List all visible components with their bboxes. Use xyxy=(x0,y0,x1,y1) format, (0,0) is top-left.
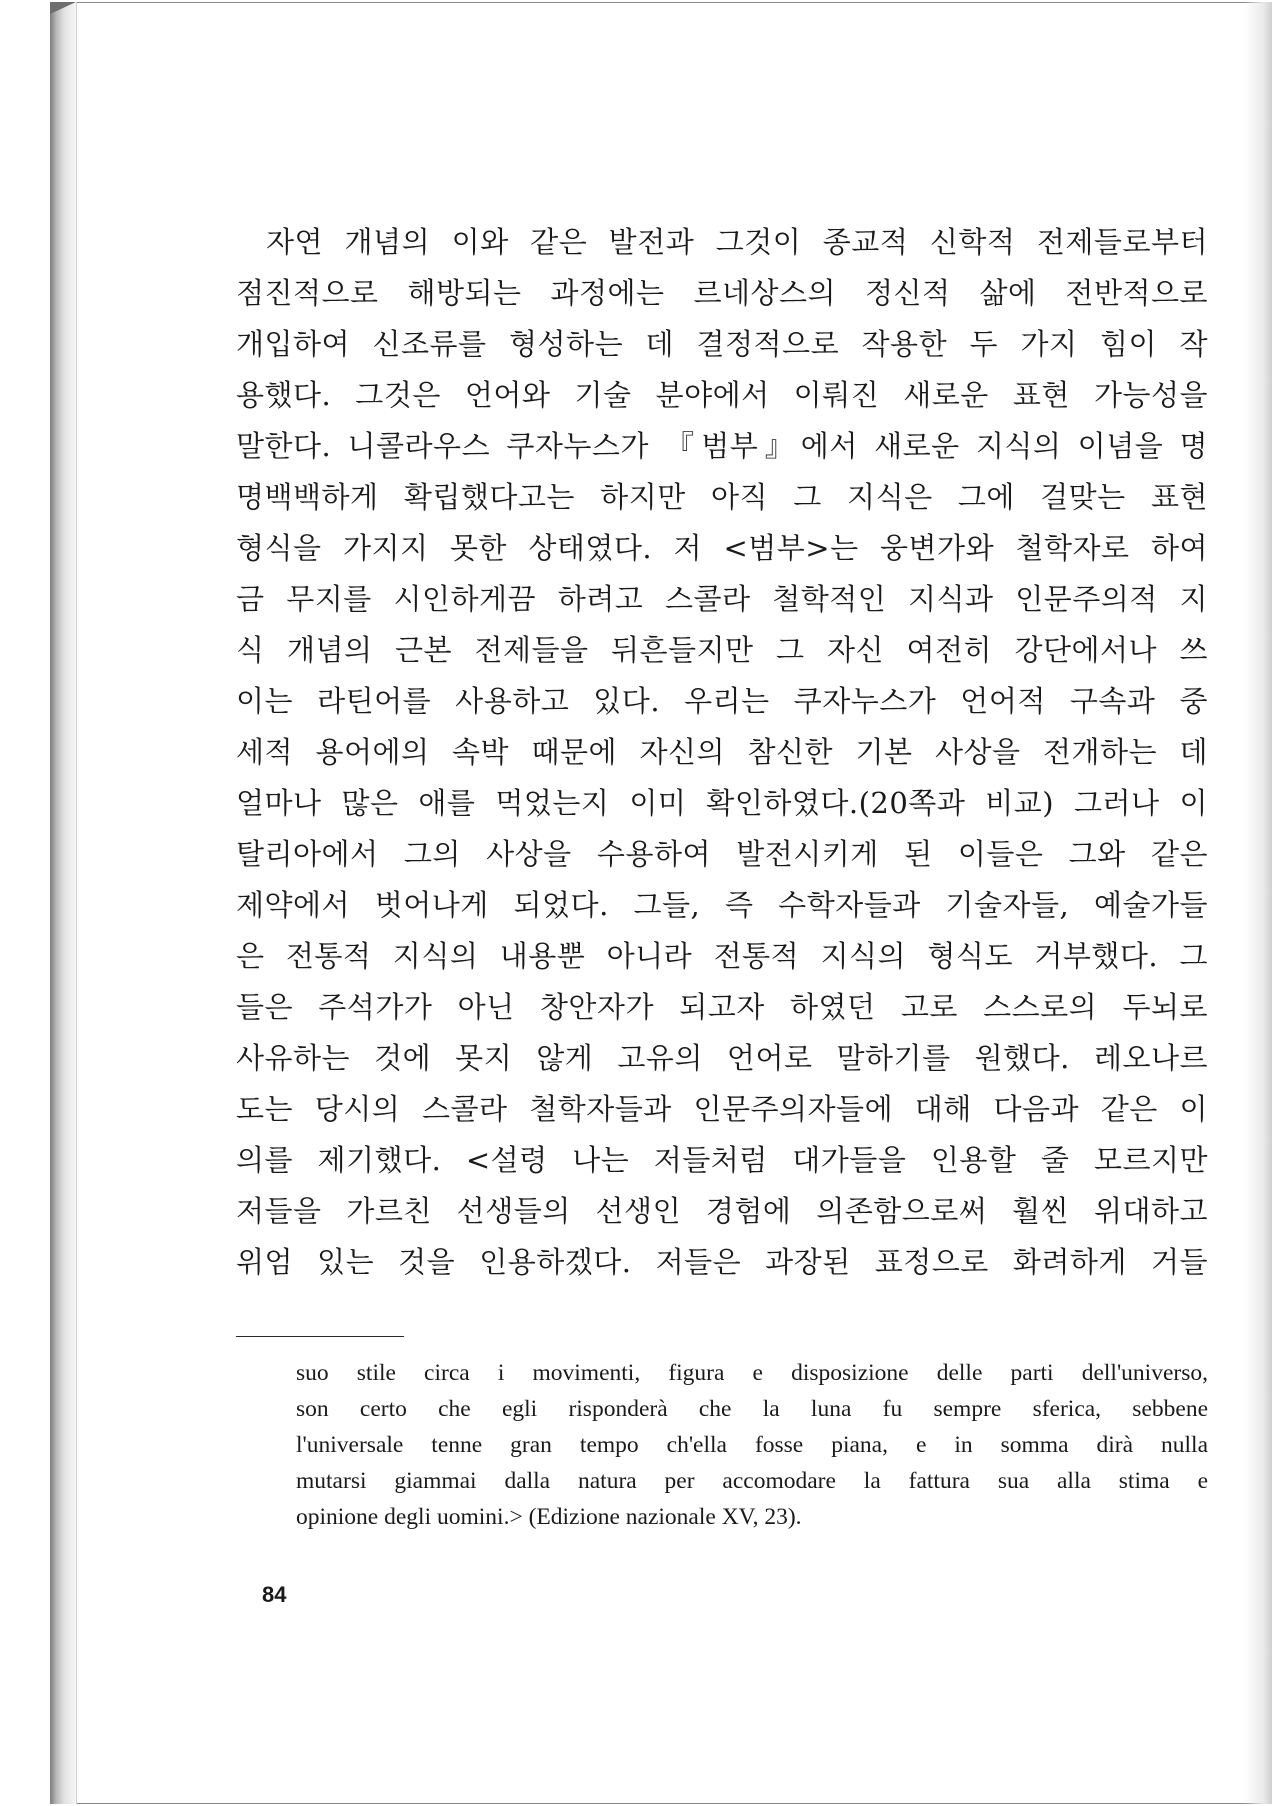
text-line: 이는 라틴어를 사용하고 있다. 우리는 쿠자누스가 언어적 구속과 중 xyxy=(236,684,1208,718)
text-line: 저들을 가르친 선생들의 선생인 경험에 의존함으로써 훨씬 위대하고 xyxy=(236,1194,1208,1228)
text-line: 자연 개념의 이와 같은 발전과 그것이 종교적 신학적 전제들로부터 xyxy=(266,225,1208,259)
page-number: 84 xyxy=(262,1582,287,1607)
text-line: 은 전통적 지식의 내용뿐 아니라 전통적 지식의 형식도 거부했다. 그 xyxy=(236,939,1208,973)
footnote-line: opinione degli uomini.> (Edizione nazionale XV, 23). xyxy=(296,1504,802,1530)
text-line: 명백백하게 확립했다고는 하지만 아직 그 지식은 그에 걸맞는 표현 xyxy=(236,480,1208,514)
footnote-line: l'universale tenne gran tempo ch'ella fosse piana, e in somma dirà nulla xyxy=(296,1432,1208,1458)
book-page xyxy=(76,2,1241,1804)
book-spine-corner xyxy=(50,2,76,14)
text-line: 의를 제기했다. <설령 나는 저들처럼 대가들을 인용할 줄 모르지만 xyxy=(236,1143,1208,1177)
text-line: 금 무지를 시인하게끔 하려고 스콜라 철학적인 지식과 인문주의적 지 xyxy=(236,582,1208,616)
text-line: 개입하여 신조류를 형성하는 데 결정적으로 작용한 두 가지 힘이 작 xyxy=(236,327,1208,361)
footnote-divider xyxy=(236,1336,404,1337)
text-line: 점진적으로 해방되는 과정에는 르네상스의 정신적 삶에 전반적으로 xyxy=(236,276,1208,310)
text-line: 세적 용어에의 속박 때문에 자신의 참신한 기본 사상을 전개하는 데 xyxy=(236,735,1208,769)
text-line: 제약에서 벗어나게 되었다. 그들, 즉 수학자들과 기술자들, 예술가들 xyxy=(236,888,1208,922)
text-line: 탈리아에서 그의 사상을 수용하여 발전시키게 된 이들은 그와 같은 xyxy=(236,837,1208,871)
text-line: 식 개념의 근본 전제들을 뒤흔들지만 그 자신 여전히 강단에서나 쓰 xyxy=(236,633,1208,667)
text-line: 얼마나 많은 애를 먹었는지 이미 확인하였다.(20쪽과 비교) 그러나 이 xyxy=(236,786,1208,820)
page-right-shadow xyxy=(1244,2,1272,1804)
footnote-line: son certo che egli risponderà che la luna fu sempre sferica, sebbene xyxy=(296,1396,1208,1422)
footnote-line: mutarsi giammai dalla natura per accomodare la fattura sua alla stima e xyxy=(296,1468,1208,1494)
text-line: 용했다. 그것은 언어와 기술 분야에서 이뤄진 새로운 표현 가능성을 xyxy=(236,378,1208,412)
text-line: 위엄 있는 것을 인용하겠다. 저들은 과장된 표정으로 화려하게 거들 xyxy=(236,1245,1208,1279)
text-line: 도는 당시의 스콜라 철학자들과 인문주의자들에 대해 다음과 같은 이 xyxy=(236,1092,1208,1126)
text-line: 말한다. 니콜라우스 쿠자누스가 『범부』에서 새로운 지식의 이념을 명 xyxy=(236,429,1208,463)
main-text-block xyxy=(236,217,1208,1288)
book-spine-edge xyxy=(50,2,77,1804)
text-line: 형식을 가지지 못한 상태였다. 저 <범부>는 웅변가와 철학자로 하여 xyxy=(236,531,1208,565)
footnote-block xyxy=(296,1355,1208,1535)
footnote-line: suo stile circa i movimenti, figura e disposizione delle parti dell'universo, xyxy=(296,1360,1208,1386)
text-line: 사유하는 것에 못지 않게 고유의 언어로 말하기를 원했다. 레오나르 xyxy=(236,1041,1208,1075)
text-line: 들은 주석가가 아닌 창안자가 되고자 하였던 고로 스스로의 두뇌로 xyxy=(236,990,1208,1024)
